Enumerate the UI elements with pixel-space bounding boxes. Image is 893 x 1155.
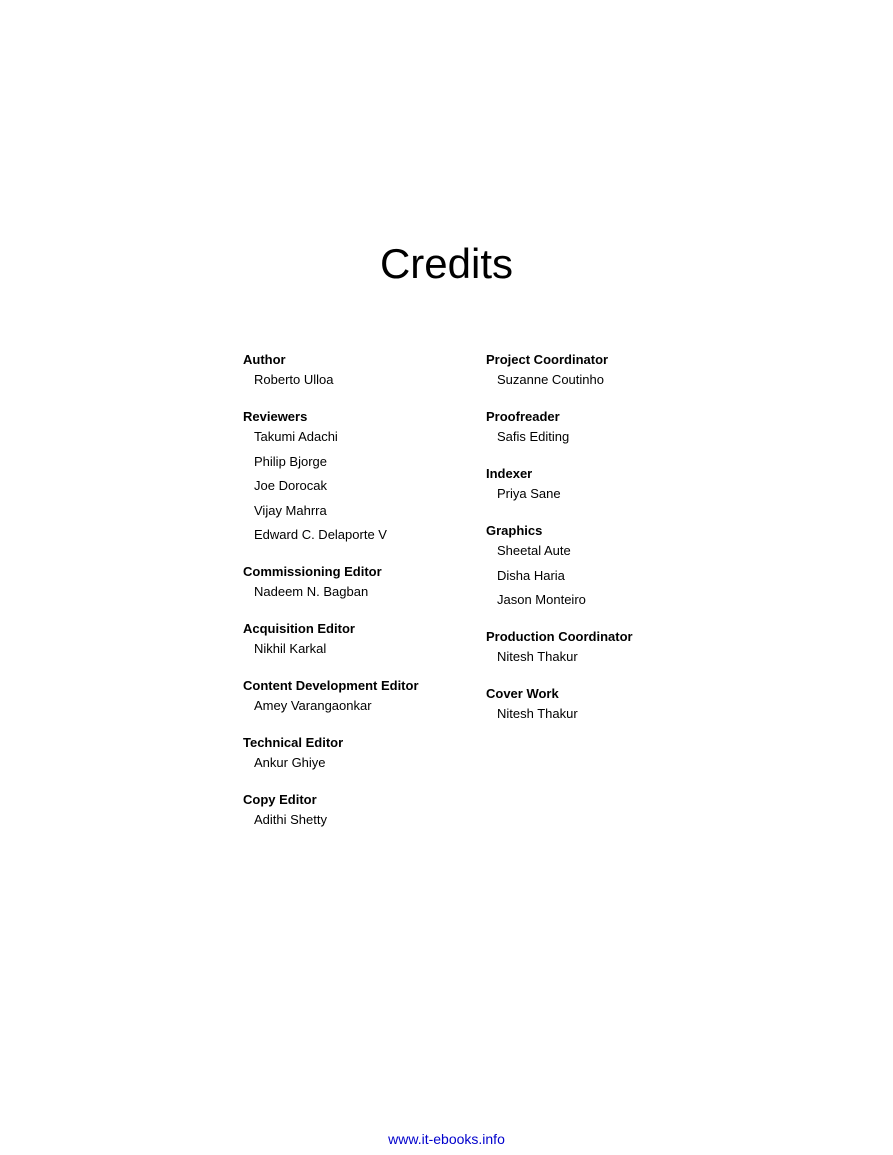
credit-name-list (486, 648, 726, 665)
credit-name: Jason Monteiro (497, 592, 586, 607)
credit-role-heading: Acquisition Editor (243, 621, 355, 636)
credit-name: Philip Bjorge (254, 453, 327, 469)
credit-section-graphics (486, 522, 726, 608)
credit-name-list (486, 371, 726, 388)
credit-name-list (243, 640, 473, 657)
credit-name: Nitesh Thakur (497, 649, 578, 664)
credit-section-author (243, 351, 473, 388)
credit-role-heading: Content Development Editor (243, 678, 419, 693)
credit-name: Amey Varangaonkar (254, 698, 372, 713)
credit-role-heading: Proofreader (486, 409, 560, 424)
credit-role-heading: Copy Editor (243, 792, 317, 807)
credit-name-list (243, 697, 473, 714)
credit-name: Joe Dorocak (254, 478, 327, 493)
credits-left-column (243, 351, 473, 848)
credit-name-list (486, 428, 726, 445)
credit-name-list (486, 705, 726, 722)
credit-name: Safis Editing (497, 429, 570, 444)
credit-role-heading: Project Coordinator (486, 352, 609, 367)
credit-name: Disha Haria (497, 567, 565, 583)
credit-section-cover-work (486, 685, 726, 722)
credit-role-heading: Author (243, 352, 286, 367)
credit-name: Suzanne Coutinho (497, 372, 604, 387)
credit-role-heading: Reviewers (243, 409, 308, 424)
credit-section-content-development-editor (243, 677, 473, 714)
credit-name: Adithi Shetty (254, 812, 327, 827)
credit-name: Nikhil Karkal (254, 641, 327, 656)
credit-section-indexer (486, 465, 726, 502)
credit-name-list (243, 811, 473, 828)
credit-name: Takumi Adachi (254, 429, 338, 444)
footer-website-link[interactable]: www.it-ebooks.info (388, 1131, 505, 1147)
credit-name-list (486, 542, 726, 608)
credit-name: Nitesh Thakur (497, 706, 578, 721)
credit-role-heading: Graphics (486, 523, 543, 538)
credit-section-commissioning-editor (243, 563, 473, 600)
credit-section-reviewers (243, 408, 473, 543)
credit-name: Priya Sane (497, 486, 561, 501)
page-title: Credits (379, 240, 514, 287)
credit-role-heading: Indexer (486, 466, 533, 481)
credit-name: Roberto Ulloa (254, 372, 334, 387)
credit-name: Edward C. Delaporte V (254, 527, 387, 542)
credit-role-heading: Production Coordinator (486, 629, 633, 644)
credit-role-heading: Commissioning Editor (243, 564, 382, 579)
credit-role-heading: Cover Work (486, 686, 559, 701)
credit-name: Sheetal Aute (497, 543, 571, 558)
credit-role-heading: Technical Editor (243, 735, 344, 750)
credit-name: Nadeem N. Bagban (254, 584, 369, 599)
credit-section-technical-editor (243, 734, 473, 771)
credit-name-list (243, 754, 473, 771)
credit-section-acquisition-editor (243, 620, 473, 657)
credits-right-column (486, 351, 726, 742)
credit-section-proofreader (486, 408, 726, 445)
credit-section-production-coordinator (486, 628, 726, 665)
credit-section-project-coordinator (486, 351, 726, 388)
credit-name-list (243, 428, 473, 543)
credit-name-list (486, 485, 726, 502)
credit-section-copy-editor (243, 791, 473, 828)
credit-name-list (243, 371, 473, 388)
credit-name-list (243, 583, 473, 600)
credit-name: Vijay Mahrra (254, 502, 327, 518)
credit-name: Ankur Ghiye (254, 755, 326, 770)
